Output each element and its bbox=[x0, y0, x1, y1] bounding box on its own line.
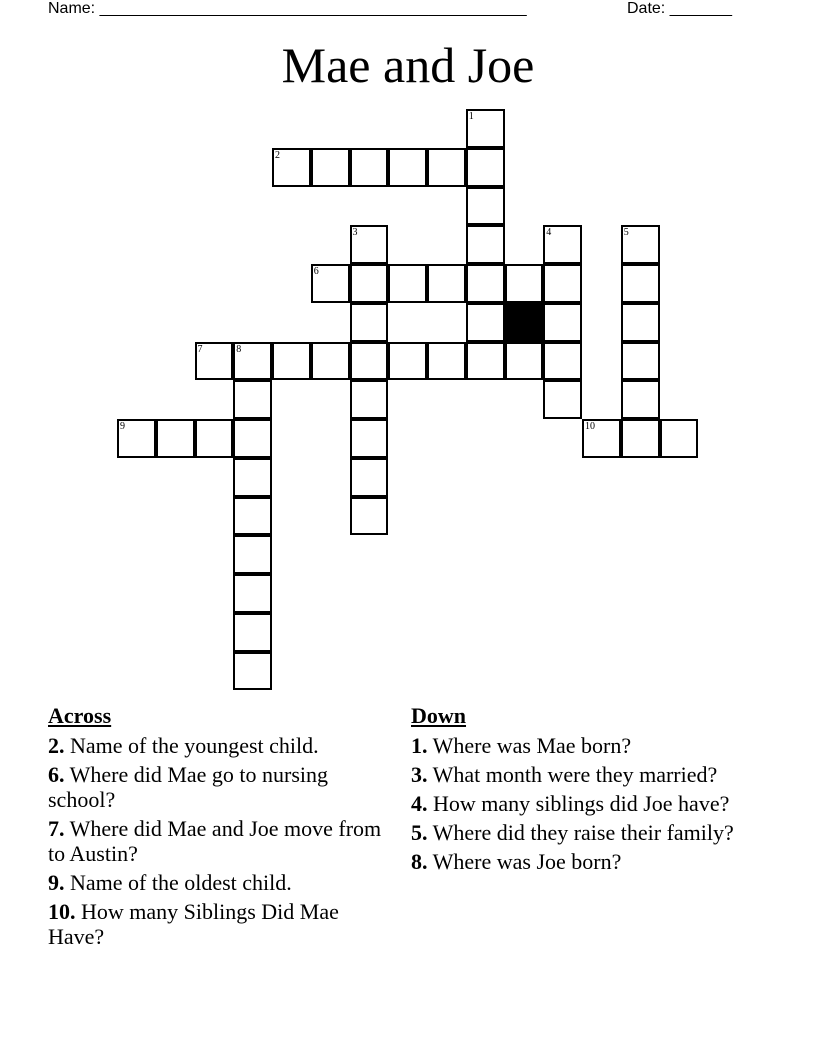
clue-text: Name of the oldest child. bbox=[70, 870, 292, 895]
clue-text: Name of the youngest child. bbox=[70, 733, 319, 758]
grid-cell[interactable] bbox=[311, 342, 350, 381]
grid-cell[interactable] bbox=[117, 419, 156, 458]
grid-cell[interactable] bbox=[466, 303, 505, 342]
grid-cell[interactable] bbox=[466, 342, 505, 381]
clue-number: 10 bbox=[585, 421, 595, 432]
grid-cell[interactable] bbox=[543, 303, 582, 342]
grid-cell[interactable] bbox=[350, 342, 389, 381]
clue-num: 6. bbox=[48, 762, 65, 787]
clue-num: 10. bbox=[48, 899, 76, 924]
clue-text: What month were they married? bbox=[432, 762, 718, 787]
clue-number: 8 bbox=[236, 343, 242, 355]
clue-num: 3. bbox=[411, 762, 428, 787]
clue-text: How many Siblings Did Mae Have? bbox=[48, 899, 339, 949]
grid-cell[interactable] bbox=[156, 419, 195, 458]
grid-cell[interactable] bbox=[466, 264, 505, 303]
grid-cell[interactable] bbox=[505, 342, 544, 381]
down-clue bbox=[411, 791, 751, 816]
grid-cell[interactable] bbox=[233, 380, 272, 419]
grid-cell[interactable] bbox=[466, 225, 505, 264]
clue-num: 1. bbox=[411, 733, 428, 758]
grid-cell[interactable] bbox=[350, 225, 389, 264]
grid-cell[interactable] bbox=[621, 380, 660, 419]
clue-number: 1 bbox=[468, 111, 474, 122]
grid-cell[interactable] bbox=[388, 342, 427, 381]
grid-cell[interactable] bbox=[543, 264, 582, 303]
grid-cell[interactable] bbox=[621, 264, 660, 303]
grid-cell[interactable] bbox=[427, 342, 466, 381]
grid-cell[interactable] bbox=[272, 148, 311, 187]
date-field: Date: _______ bbox=[627, 0, 732, 17]
grid-cell[interactable] bbox=[272, 342, 311, 381]
page-title: Mae and Joe bbox=[281, 37, 535, 93]
grid-cell[interactable] bbox=[466, 109, 505, 148]
grid-cell[interactable] bbox=[311, 148, 350, 187]
across-heading: Across bbox=[48, 703, 112, 728]
across-clue bbox=[48, 899, 398, 949]
grid-cell[interactable] bbox=[427, 264, 466, 303]
grid-cell[interactable] bbox=[350, 497, 389, 536]
down-heading: Down bbox=[411, 703, 467, 728]
grid-cell[interactable] bbox=[350, 264, 389, 303]
grid-cell[interactable] bbox=[195, 419, 234, 458]
clue-text: Where was Mae born? bbox=[432, 733, 632, 758]
grid-cell[interactable] bbox=[233, 574, 272, 613]
clue-num: 8. bbox=[411, 849, 428, 874]
grid-cell[interactable] bbox=[311, 264, 350, 303]
grid-cell[interactable] bbox=[195, 342, 234, 381]
grid-cell[interactable] bbox=[233, 613, 272, 652]
grid-cell[interactable] bbox=[427, 148, 466, 187]
grid-cell[interactable] bbox=[543, 380, 582, 419]
grid-cell[interactable] bbox=[543, 225, 582, 264]
grid-cell[interactable] bbox=[233, 535, 272, 574]
grid-cell[interactable] bbox=[388, 264, 427, 303]
clue-number: 2 bbox=[275, 149, 280, 161]
grid-cell[interactable] bbox=[621, 342, 660, 381]
grid-cell[interactable] bbox=[350, 458, 389, 497]
grid-cell[interactable] bbox=[233, 497, 272, 536]
down-clue bbox=[411, 733, 751, 758]
clue-number: 5 bbox=[623, 227, 629, 239]
clue-num: 9. bbox=[48, 870, 65, 895]
grid-cell[interactable] bbox=[505, 264, 544, 303]
across-clue bbox=[48, 870, 398, 895]
clue-number: 4 bbox=[546, 227, 552, 239]
clue-text: Where was Joe born? bbox=[432, 849, 622, 874]
clue-text: Where did Mae and Joe move from to Austin? bbox=[48, 816, 382, 866]
down-clues bbox=[411, 703, 751, 878]
clue-text: Where did they raise their family? bbox=[432, 820, 734, 845]
grid-cell[interactable] bbox=[466, 148, 505, 187]
clue-num: 4. bbox=[411, 791, 428, 816]
grid-cell[interactable] bbox=[350, 380, 389, 419]
grid-cell[interactable] bbox=[233, 419, 272, 458]
grid-cell[interactable] bbox=[543, 342, 582, 381]
grid-cell[interactable] bbox=[660, 419, 699, 458]
clue-num: 2. bbox=[48, 733, 65, 758]
clue-num: 7. bbox=[48, 816, 65, 841]
clue-number: 6 bbox=[313, 266, 319, 277]
down-clue bbox=[411, 762, 751, 787]
clue-number: 3 bbox=[352, 227, 358, 239]
grid-cell[interactable] bbox=[621, 225, 660, 264]
grid-cell[interactable] bbox=[621, 419, 660, 458]
grid-cell[interactable] bbox=[233, 342, 272, 381]
black-square bbox=[505, 303, 544, 342]
clue-text: How many siblings did Joe have? bbox=[433, 791, 730, 816]
down-clue bbox=[411, 820, 751, 845]
grid-cell[interactable] bbox=[350, 419, 389, 458]
clue-number: 9 bbox=[120, 421, 125, 432]
grid-cell[interactable] bbox=[350, 148, 389, 187]
across-clue bbox=[48, 816, 398, 866]
grid-cell[interactable] bbox=[582, 419, 621, 458]
name-field: Name: ________________________________________________ bbox=[48, 0, 527, 17]
clue-number: 7 bbox=[197, 343, 203, 355]
across-clues bbox=[48, 703, 398, 953]
across-clue bbox=[48, 733, 398, 758]
clue-text: Where did Mae go to nursing school? bbox=[48, 762, 329, 812]
grid-cell[interactable] bbox=[233, 458, 272, 497]
down-clue bbox=[411, 849, 751, 874]
grid-cell[interactable] bbox=[388, 148, 427, 187]
grid-cell[interactable] bbox=[621, 303, 660, 342]
grid-cell[interactable] bbox=[233, 652, 272, 691]
grid-cell[interactable] bbox=[466, 187, 505, 226]
across-clue bbox=[48, 762, 398, 812]
clue-num: 5. bbox=[411, 820, 428, 845]
grid-cell[interactable] bbox=[350, 303, 389, 342]
